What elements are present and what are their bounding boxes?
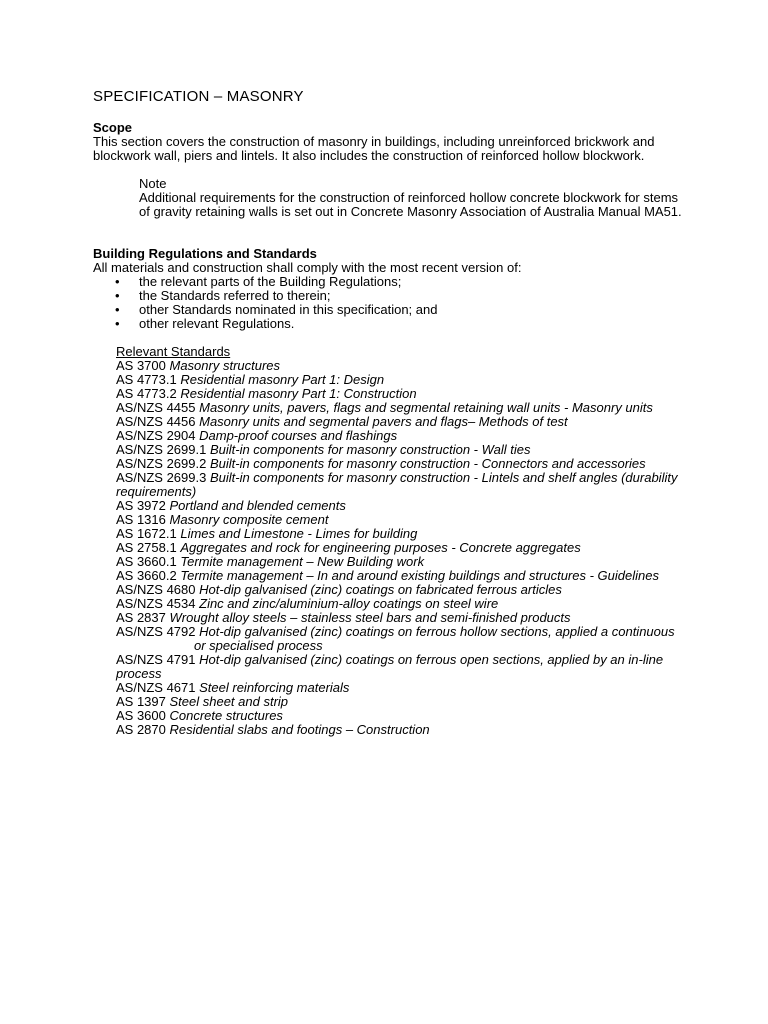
standard-code: AS 3660.1 bbox=[116, 554, 177, 569]
standard-code: AS 4773.2 bbox=[116, 386, 177, 401]
standard-code: AS 2837 bbox=[116, 610, 166, 625]
standard-title: Hot-dip galvanised (zinc) coatings on fabricated ferrous articles bbox=[199, 582, 562, 597]
standards-list bbox=[116, 359, 684, 737]
standard-code: AS/NZS 4456 bbox=[116, 414, 196, 429]
scope-section bbox=[93, 121, 683, 163]
standard-item bbox=[116, 471, 684, 499]
regulations-bullet-list bbox=[93, 275, 683, 331]
standard-item bbox=[116, 387, 684, 401]
standard-title: Portland and blended cements bbox=[169, 498, 346, 513]
standards-section bbox=[116, 345, 684, 737]
standard-item bbox=[116, 555, 684, 569]
standard-code: AS/NZS 2699.1 bbox=[116, 442, 207, 457]
standard-title: Built-in components for masonry construction - Lintels and shelf angles (durability requirements) bbox=[116, 470, 678, 499]
standard-item bbox=[116, 695, 684, 709]
standard-item bbox=[116, 443, 684, 457]
standard-title: Steel reinforcing materials bbox=[199, 680, 350, 695]
standard-code: AS/NZS 4455 bbox=[116, 400, 196, 415]
standard-code: AS/NZS 4791 bbox=[116, 652, 196, 667]
standard-item bbox=[116, 611, 684, 625]
standard-code: AS 4773.1 bbox=[116, 372, 177, 387]
bullet-item bbox=[93, 289, 683, 303]
standard-item bbox=[116, 429, 684, 443]
standard-title: Concrete structures bbox=[169, 708, 283, 723]
standard-item bbox=[116, 723, 684, 737]
standard-code: AS 1316 bbox=[116, 512, 166, 527]
standard-title: Residential masonry Part 1: Construction bbox=[180, 386, 417, 401]
standard-title: Built-in components for masonry construction - Connectors and accessories bbox=[209, 456, 646, 471]
standard-code: AS 3972 bbox=[116, 498, 166, 513]
standard-code: AS 1397 bbox=[116, 694, 166, 709]
standard-title: Hot-dip galvanised (zinc) coatings on ferrous hollow sections, applied a continuous bbox=[199, 624, 675, 639]
standard-item bbox=[116, 457, 684, 471]
bullet-icon: • bbox=[115, 316, 120, 331]
bullet-icon: • bbox=[115, 274, 120, 289]
standard-title: Damp-proof courses and flashings bbox=[199, 428, 398, 443]
note-label: Note bbox=[139, 176, 167, 191]
standard-item bbox=[116, 541, 684, 555]
standard-item bbox=[116, 513, 684, 527]
standard-title: Termite management – New Building work bbox=[180, 554, 425, 569]
standard-item bbox=[116, 625, 684, 653]
standard-code: AS 2870 bbox=[116, 722, 166, 737]
standard-item bbox=[116, 653, 684, 681]
bullet-text: the relevant parts of the Building Regulations; bbox=[139, 274, 402, 289]
bullet-item bbox=[93, 317, 683, 331]
bullet-icon: • bbox=[115, 302, 120, 317]
standard-code: AS 3660.2 bbox=[116, 568, 177, 583]
standard-item bbox=[116, 709, 684, 723]
standard-code: AS/NZS 4671 bbox=[116, 680, 196, 695]
standard-code: AS/NZS 2904 bbox=[116, 428, 196, 443]
standard-item bbox=[116, 597, 684, 611]
standards-heading: Relevant Standards bbox=[116, 344, 231, 359]
standard-code: AS/NZS 4680 bbox=[116, 582, 196, 597]
standard-item bbox=[116, 359, 684, 373]
note-section bbox=[139, 177, 684, 219]
bullet-item bbox=[93, 303, 683, 317]
standard-item bbox=[116, 583, 684, 597]
regulations-heading: Building Regulations and Standards bbox=[93, 246, 317, 261]
standard-code: AS/NZS 4534 bbox=[116, 596, 196, 611]
bullet-text: other relevant Regulations. bbox=[139, 316, 295, 331]
standard-title: Wrought alloy steels – stainless steel bars and semi-finished products bbox=[169, 610, 571, 625]
note-text: Additional requirements for the construction of reinforced hollow concrete blockwork for stems of gravity retaining walls is set out in Concrete Masonry Association of Australia Manual MA51. bbox=[139, 190, 682, 219]
standard-title: Masonry composite cement bbox=[169, 512, 329, 527]
scope-text: This section covers the construction of masonry in buildings, including unreinforced brickwork and blockwork wall, piers and lintels. It also includes the construction of reinforced hollow blockwork. bbox=[93, 134, 655, 163]
scope-heading: Scope bbox=[93, 120, 133, 135]
standard-item bbox=[116, 415, 684, 429]
regulations-intro: All materials and construction shall comply with the most recent version of: bbox=[93, 260, 522, 275]
page-title: SPECIFICATION – MASONRY bbox=[93, 88, 304, 105]
regulations-section bbox=[93, 247, 683, 275]
standard-title: Zinc and zinc/aluminium-alloy coatings on steel wire bbox=[199, 596, 499, 611]
standard-title: Masonry structures bbox=[169, 358, 281, 373]
standard-title: Limes and Limestone - Limes for building bbox=[180, 526, 418, 541]
standard-item bbox=[116, 401, 684, 415]
standard-title: Residential masonry Part 1: Design bbox=[180, 372, 385, 387]
standard-code: AS/NZS 2699.2 bbox=[116, 456, 207, 471]
standard-title: Masonry units and segmental pavers and flags– Methods of test bbox=[199, 414, 568, 429]
standard-title: Masonry units, pavers, flags and segmental retaining wall units - Masonry units bbox=[199, 400, 653, 415]
standard-item bbox=[116, 527, 684, 541]
standard-item bbox=[116, 681, 684, 695]
standard-item bbox=[116, 373, 684, 387]
standard-code: AS 1672.1 bbox=[116, 526, 177, 541]
standard-title: Steel sheet and strip bbox=[169, 694, 289, 709]
standard-code: AS 2758.1 bbox=[116, 540, 177, 555]
standard-code: AS/NZS 2699.3 bbox=[116, 470, 207, 485]
standard-code: AS 3700 bbox=[116, 358, 166, 373]
standard-code: AS/NZS 4792 bbox=[116, 624, 196, 639]
bullet-icon: • bbox=[115, 288, 120, 303]
bullet-text: other Standards nominated in this specification; and bbox=[139, 302, 438, 317]
standard-title: Aggregates and rock for engineering purposes - Concrete aggregates bbox=[180, 540, 581, 555]
bullet-text: the Standards referred to therein; bbox=[139, 288, 331, 303]
standard-title: Termite management – In and around existing buildings and structures - Guidelines bbox=[180, 568, 659, 583]
standard-title: Built-in components for masonry construction - Wall ties bbox=[209, 442, 531, 457]
standard-title: Residential slabs and footings – Construction bbox=[169, 722, 430, 737]
standard-code: AS 3600 bbox=[116, 708, 166, 723]
standard-title: Hot-dip galvanised (zinc) coatings on ferrous open sections, applied by an in-line process bbox=[116, 652, 664, 681]
standard-title-continuation: or specialised process bbox=[194, 638, 323, 653]
standard-item bbox=[116, 499, 684, 513]
standard-item bbox=[116, 569, 684, 583]
bullet-item bbox=[93, 275, 683, 289]
